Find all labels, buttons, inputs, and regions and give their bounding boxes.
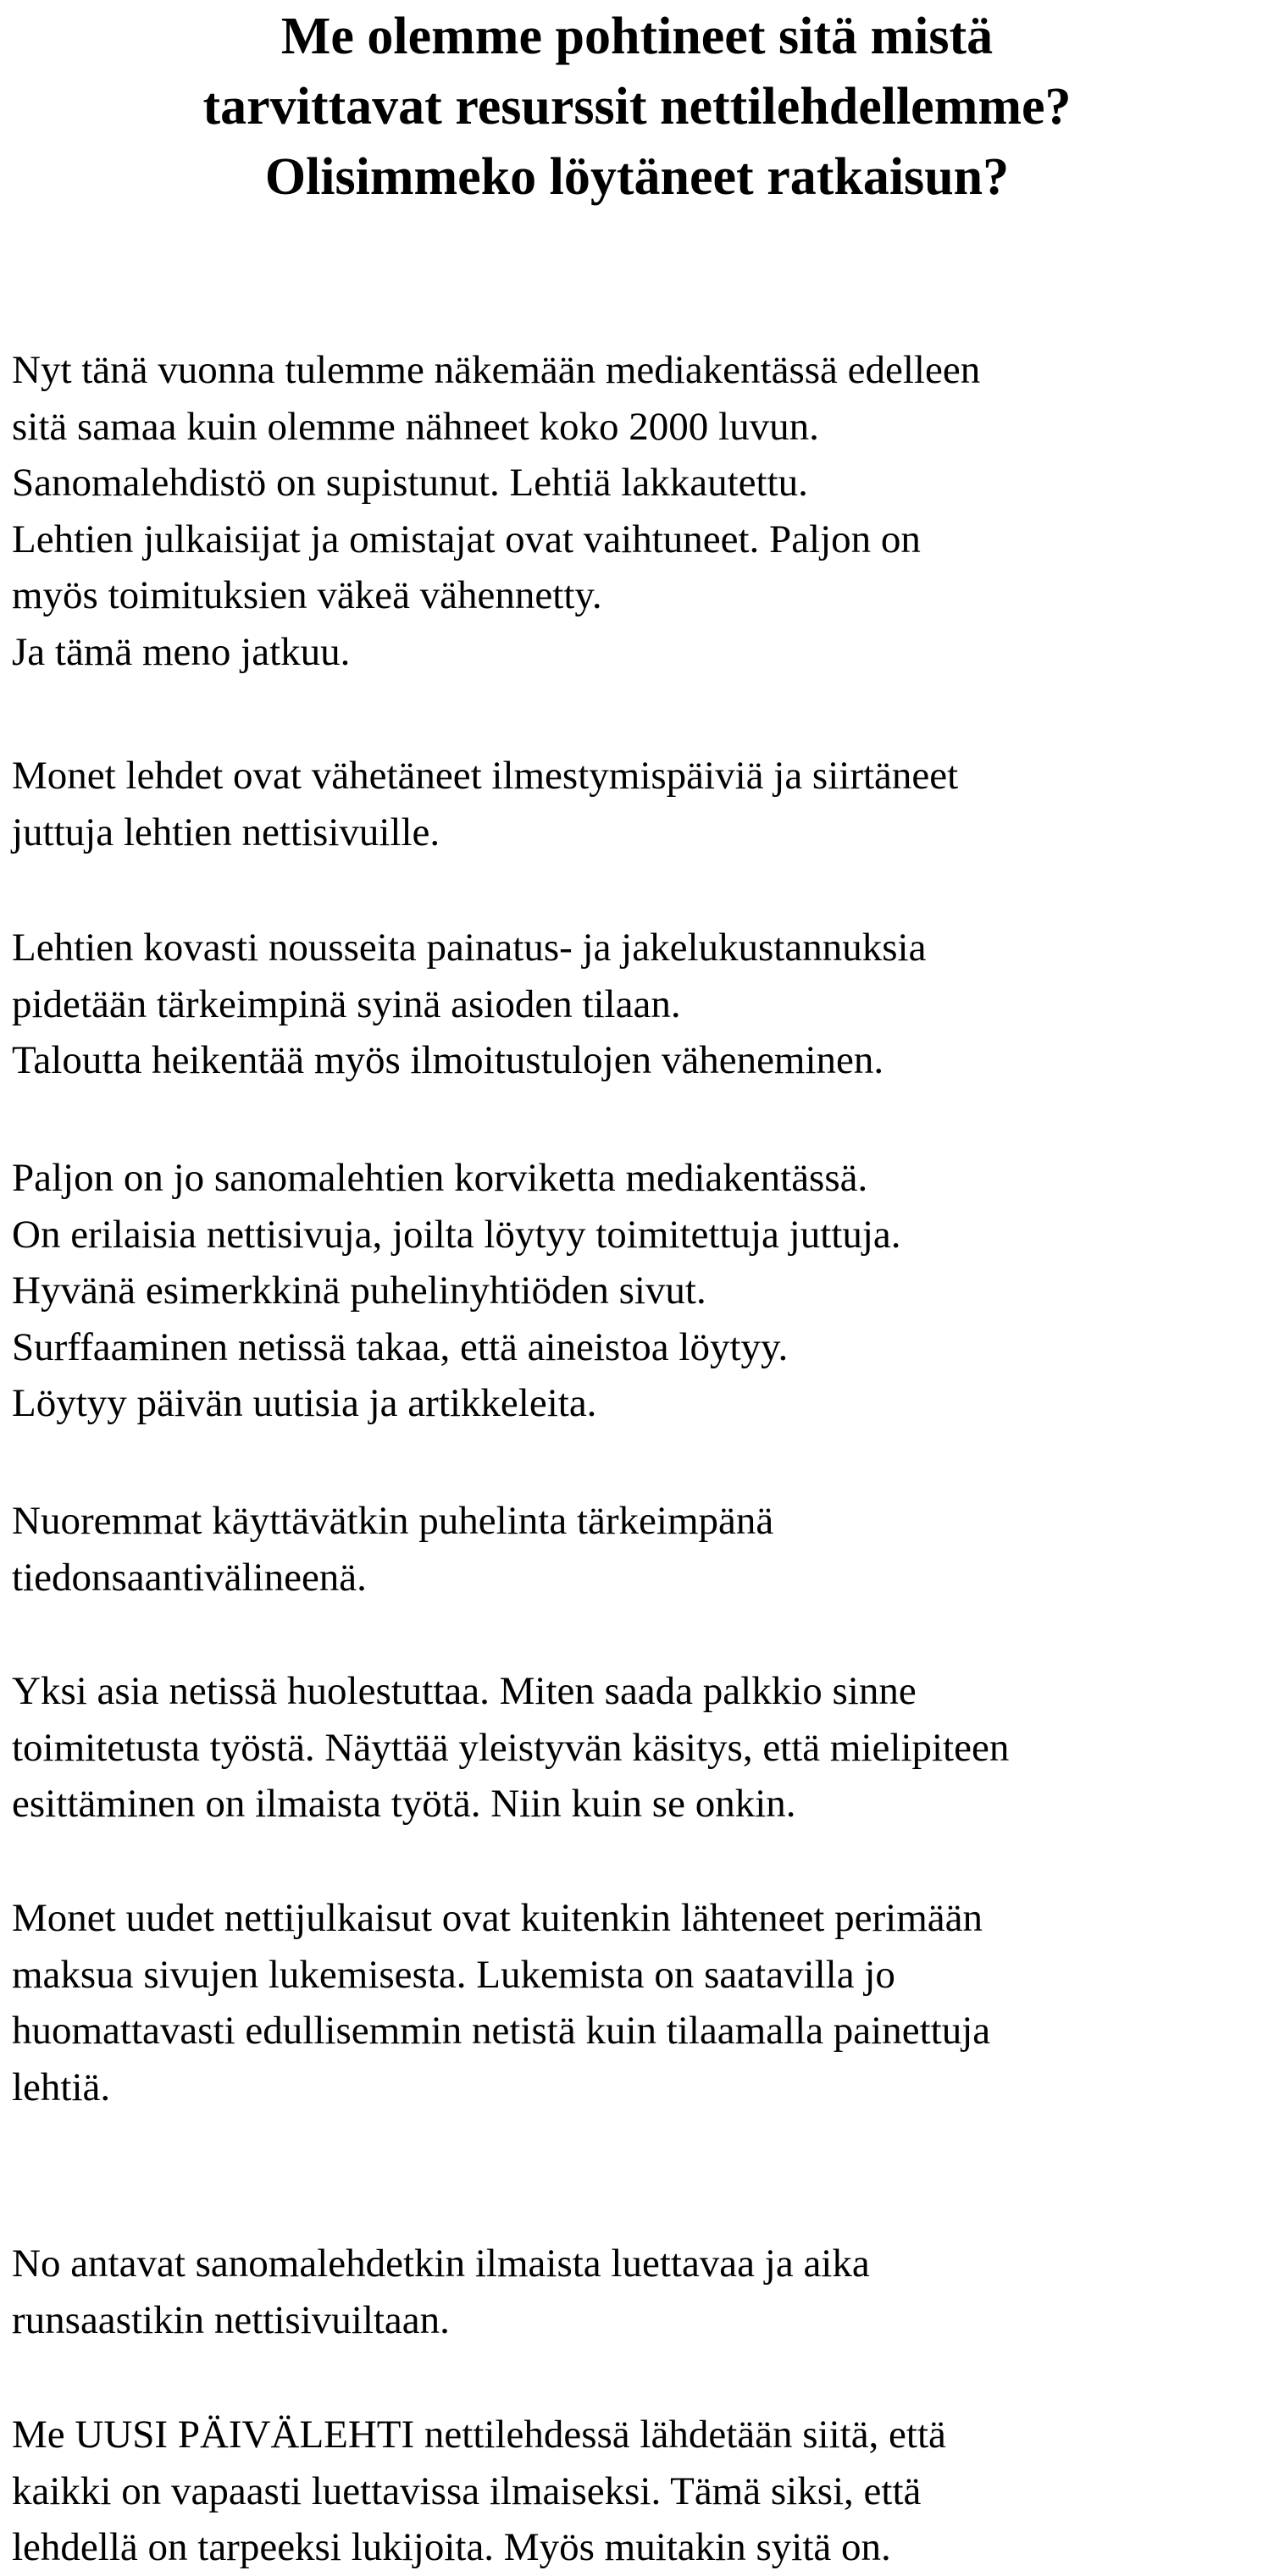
article-paragraph-6 [12,1663,1266,1832]
paragraph-line: tiedonsaantivälineenä. [12,1555,367,1600]
article-title [51,2,1223,213]
article-paragraph-4 [12,1150,1266,1432]
paragraph-line: runsaastikin nettisivuiltaan. [12,2297,450,2342]
paragraph-line: Sanomalehdistö on supistunut. Lehtiä lakkautettu. [12,461,808,505]
article-paragraph-8 [12,2236,1266,2348]
article-paragraph-9 [12,2407,1266,2576]
paragraph-line: No antavat sanomalehdetkin ilmaista luettavaa ja aika [12,2242,870,2286]
paragraph-line: juttuja lehtien nettisivuille. [12,810,440,854]
paragraph-line: Monet uudet nettijulkaisut ovat kuitenkin lähteneet perimään [12,1896,983,1940]
paragraph-line: Ja tämä meno jatkuu. [12,629,351,674]
article-paragraph-3 [12,920,1266,1089]
paragraph-line: Lehtien julkaisijat ja omistajat ovat vaihtuneet. Paljon on [12,517,921,561]
paragraph-line: pidetään tärkeimpinä syinä asioden tilaan. [12,981,681,1026]
paragraph-line: Nyt tänä vuonna tulemme näkemään mediakentässä edelleen [12,348,981,392]
article-paragraph-7 [12,1890,1266,2115]
article-paragraph-5 [12,1493,1266,1606]
paragraph-line: Hyvänä esimerkkinä puhelinyhtiöden sivut. [12,1269,706,1313]
article-paragraph-2 [12,748,1266,860]
paragraph-line: huomattavasti edullisemmin netistä kuin tilaamalla painettuja [12,2009,991,2053]
paragraph-line: myös toimituksien väkeä vähennetty. [12,573,602,617]
paragraph-line: Lehtien kovasti nousseita painatus- ja jakelukustannuksia [12,926,927,970]
paragraph-line: maksua sivujen lukemisesta. Lukemista on saatavilla jo [12,1952,895,1997]
paragraph-line: Monet lehdet ovat vähetäneet ilmestymispäiviä ja siirtäneet [12,754,959,798]
paragraph-line: Taloutta heikentää myös ilmoitustulojen väheneminen. [12,1038,884,1082]
paragraph-line: sitä samaa kuin olemme nähneet koko 2000 luvun. [12,404,819,449]
title-line: Olisimmeko löytäneet ratkaisun? [264,148,1010,206]
paragraph-line: Me UUSI PÄIVÄLEHTI nettilehdessä lähdetään siitä, että [12,2413,946,2457]
paragraph-line: Paljon on jo sanomalehtien korviketta mediakentässä. [12,1156,868,1200]
paragraph-line: kaikki on vapaasti luettavissa ilmaiseksi. Tämä siksi, että [12,2468,922,2513]
paragraph-line: lehdellä on tarpeeksi lukijoita. Myös muitakin syitä on. [12,2525,891,2569]
paragraph-line: Surffaaminen netissä takaa, että aineistoa löytyy. [12,1324,789,1369]
paragraph-line: lehtiä. [12,2065,111,2109]
paragraph-line: toimitetusta työstä. Näyttää yleistyvän käsitys, että mielipiteen [12,1725,1010,1770]
title-line: Me olemme pohtineet sitä mistä [280,8,994,65]
paragraph-line: Yksi asia netissä huolestuttaa. Miten saada palkkio sinne [12,1669,917,1713]
paragraph-line: Löytyy päivän uutisia ja artikkeleita. [12,1381,597,1425]
article-paragraph-1 [12,342,1266,680]
paragraph-line: Nuoremmat käyttävätkin puhelinta tärkeimpänä [12,1499,774,1543]
paragraph-line: On erilaisia nettisivuja, joilta löytyy toimitettuja juttuja. [12,1212,901,1257]
paragraph-line: esittäminen on ilmaista työtä. Niin kuin se onkin. [12,1782,796,1826]
title-line: tarvittavat resurssit nettilehdellemme? [202,78,1072,135]
